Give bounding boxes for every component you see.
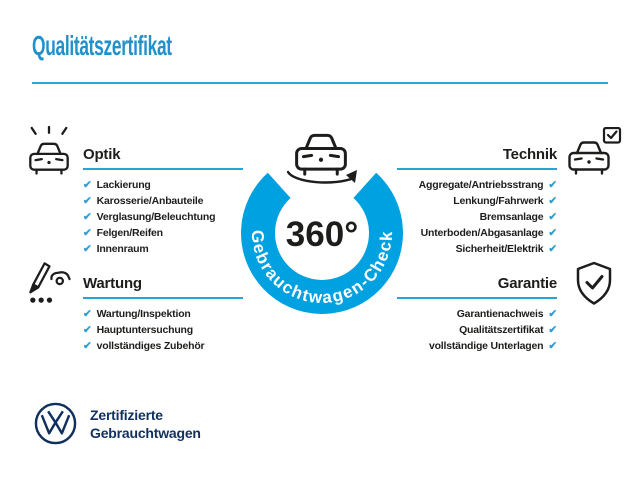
car-headlights-icon: [26, 126, 72, 176]
footer-claim-line2: Gebrauchtwagen: [90, 424, 201, 441]
section-technik-underline: [397, 168, 557, 170]
checklist-item-label: Felgen/Reifen: [96, 227, 163, 239]
check-icon: ✔: [548, 308, 557, 320]
check-icon: ✔: [83, 227, 92, 239]
checklist-item: [83, 322, 243, 338]
checklist-item-label: Innenraum: [96, 243, 149, 255]
checklist-item: [397, 322, 557, 338]
check-icon: ✔: [83, 324, 92, 336]
checklist-item-label: Hauptuntersuchung: [96, 324, 193, 336]
checklist-item-label: Bremsanlage: [479, 211, 544, 223]
section-technik: [397, 146, 557, 257]
checklist-item: [397, 225, 557, 241]
section-optik-checklist: [83, 177, 243, 257]
checklist-item: [83, 209, 243, 225]
checklist-item-label: Karosserie/Anbauteile: [96, 195, 204, 207]
section-wartung-title: Wartung: [83, 275, 142, 292]
vw-logo: [33, 401, 78, 446]
car-rotate-icon: [288, 135, 357, 183]
section-garantie-checklist: [397, 306, 557, 354]
check-icon: ✔: [548, 227, 557, 239]
check-icon: ✔: [83, 308, 92, 320]
section-wartung-checklist: [83, 306, 243, 354]
footer-brand: [33, 401, 201, 446]
checklist-item: [397, 193, 557, 209]
check-icon: ✔: [548, 243, 557, 255]
checklist-item: [397, 241, 557, 257]
car-checkbox-icon: [564, 127, 622, 177]
section-technik-checklist: [397, 177, 557, 257]
checklist-item: [397, 177, 557, 193]
360-check-badge: [228, 120, 416, 318]
section-wartung: [83, 275, 243, 354]
checklist-item-label: Verglasung/Beleuchtung: [96, 211, 216, 223]
section-optik-underline: [83, 168, 243, 170]
checklist-item-label: Garantienachweis: [456, 308, 544, 320]
check-icon: ✔: [548, 324, 557, 336]
page-title: Qualitätszertifikat: [32, 30, 172, 61]
checklist-item-label: Sicherheit/Elektrik: [455, 243, 544, 255]
checklist-item-label: vollständiges Zubehör: [96, 340, 205, 352]
checklist-item: [397, 306, 557, 322]
checklist-item: [83, 225, 243, 241]
check-icon: ✔: [83, 179, 92, 191]
section-technik-title: Technik: [502, 146, 557, 163]
check-icon: ✔: [548, 211, 557, 223]
footer-claim-line1: Zertifizierte: [90, 406, 163, 423]
section-garantie: [397, 275, 557, 354]
checklist-item: [83, 338, 243, 354]
checklist-item: [83, 306, 243, 322]
section-optik-title: Optik: [83, 146, 121, 163]
checklist-item: [83, 241, 243, 257]
checklist-item-label: Wartung/Inspektion: [96, 308, 191, 320]
checklist-item: [397, 338, 557, 354]
section-wartung-underline: [83, 297, 243, 299]
ring-label: Gebrauchtwagen-Check: [247, 229, 397, 308]
check-icon: ✔: [548, 340, 557, 352]
checklist-item: [83, 193, 243, 209]
degree-label: 360°: [285, 215, 359, 254]
checklist-item-label: Lackierung: [96, 179, 151, 191]
checklist-item: [83, 177, 243, 193]
inspection-checklist-icon: [25, 256, 72, 308]
section-optik: [83, 146, 243, 257]
checklist-item-label: Lenkung/Fahrwerk: [453, 195, 544, 207]
footer-claim: [90, 406, 201, 442]
check-icon: ✔: [83, 195, 92, 207]
shield-check-icon: [574, 261, 614, 307]
section-garantie-underline: [397, 297, 557, 299]
section-garantie-title: Garantie: [497, 275, 557, 292]
check-icon: ✔: [548, 195, 557, 207]
checklist-item-label: Aggregate/Antriebsstrang: [418, 179, 544, 191]
check-icon: ✔: [83, 211, 92, 223]
check-icon: ✔: [548, 179, 557, 191]
checklist-item-label: Unterboden/Abgasanlage: [420, 227, 544, 239]
check-icon: ✔: [83, 243, 92, 255]
checklist-item: [397, 209, 557, 225]
check-icon: ✔: [83, 340, 92, 352]
checklist-item-label: vollständige Unterlagen: [428, 340, 544, 352]
header-divider: [32, 82, 608, 84]
checklist-item-label: Qualitätszertifikat: [459, 324, 544, 336]
